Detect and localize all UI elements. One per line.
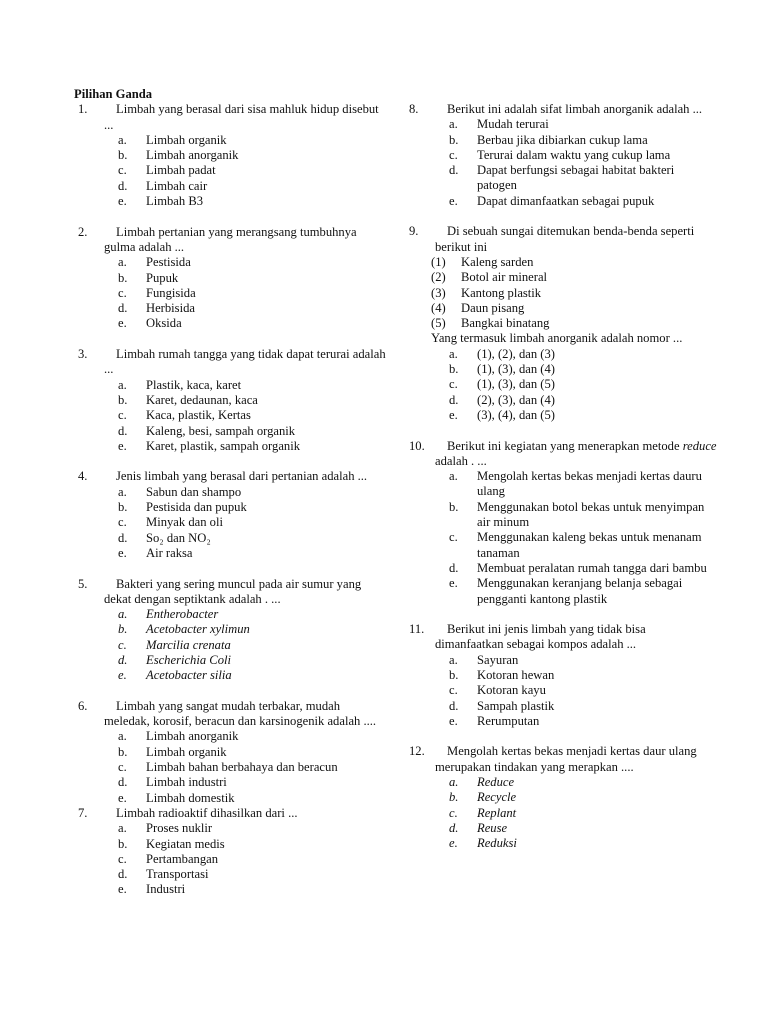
option-d — [118, 653, 386, 668]
question-number: 4. — [78, 469, 88, 484]
option-letter: d. — [449, 698, 459, 713]
option-text: Recycle — [477, 790, 517, 805]
question-number: 8. — [409, 102, 419, 116]
option-c — [449, 530, 717, 561]
option-letter: b. — [118, 744, 128, 759]
option-d — [449, 699, 717, 714]
option-letter: d. — [449, 163, 459, 178]
option-text: Mengolah kertas bekas menjadi kertas dauru ulang — [477, 469, 702, 499]
option-text: Menggunakan keranjang belanja sebagai pengganti kantong plastik — [477, 576, 683, 606]
item-text: Bangkai binatang — [461, 316, 550, 331]
option-a — [118, 485, 386, 500]
option-text: Kegiatan medis — [146, 836, 225, 851]
question-9 — [405, 224, 717, 423]
option-d — [118, 867, 386, 882]
option-text: Terurai dalam waktu yang cukup lama — [477, 147, 671, 162]
option-text: Limbah domestik — [146, 790, 235, 805]
option-letter: c. — [118, 851, 127, 866]
option-text: Proses nuklir — [146, 821, 213, 836]
options-list — [405, 775, 717, 851]
option-letter: a. — [449, 652, 458, 667]
option-text: Dapat berfungsi sebagai habitat bakteri patogen — [477, 163, 675, 193]
option-b — [118, 622, 386, 637]
option-text: Menggunakan kaleng bekas untuk menanam tanaman — [477, 530, 702, 560]
question-number: 7. — [78, 805, 88, 820]
option-letter: b. — [449, 667, 459, 682]
option-letter: d. — [118, 775, 128, 790]
question-1 — [74, 102, 386, 209]
question-number: 5. — [78, 576, 88, 591]
option-letter: b. — [118, 270, 128, 285]
option-letter: a. — [118, 377, 127, 392]
option-text: Transportasi — [146, 867, 209, 882]
option-c — [118, 852, 386, 867]
option-d — [449, 393, 717, 408]
option-letter: c. — [449, 683, 458, 698]
options-list — [74, 821, 386, 897]
left-column — [74, 87, 386, 913]
list-item — [431, 270, 717, 285]
option-b — [449, 790, 717, 805]
option-text: (2), (3), dan (4) — [477, 392, 555, 407]
option-text: Pertambangan — [146, 851, 219, 866]
option-letter: e. — [118, 438, 127, 453]
item-text: Kantong plastik — [461, 285, 542, 300]
question-number: 2. — [78, 224, 88, 239]
option-letter: e. — [118, 545, 127, 560]
option-e — [118, 668, 386, 683]
option-text: (3), (4), dan (5) — [477, 407, 555, 422]
option-e — [118, 882, 386, 897]
option-letter: a. — [118, 484, 127, 499]
option-text: Karet, plastik, sampah organik — [146, 438, 301, 453]
options-list — [405, 117, 717, 209]
option-b — [449, 500, 717, 531]
option-text: Reduce — [477, 775, 515, 790]
question-text: Mengolah kertas bekas menjadi kertas daur ulang merupakan tindakan yang merapkan .... — [435, 744, 697, 774]
question-number: 9. — [409, 224, 419, 239]
option-d — [118, 424, 386, 439]
option-b — [449, 133, 717, 148]
item-list — [405, 255, 717, 331]
option-text: Menggunakan botol bekas untuk menyimpan air minum — [477, 499, 705, 530]
option-text: Berbau jika dibiarkan cukup lama — [477, 132, 648, 147]
option-letter: c. — [118, 285, 127, 300]
option-text: Limbah anorganik — [146, 729, 239, 744]
option-text: (1), (3), dan (4) — [477, 362, 555, 377]
option-b — [449, 668, 717, 683]
option-text: Pupuk — [146, 270, 179, 285]
option-text: (1), (2), dan (3) — [477, 346, 555, 361]
option-letter: c. — [449, 530, 458, 545]
option-letter: a. — [118, 607, 128, 622]
option-letter: b. — [449, 132, 459, 147]
option-letter: a. — [449, 346, 458, 361]
item-text: Kaleng sarden — [461, 254, 534, 269]
option-a — [118, 729, 386, 744]
question-text: Limbah radioaktif dihasilkan dari ... — [116, 805, 298, 820]
options-list — [74, 607, 386, 683]
option-c — [449, 377, 717, 392]
option-text: Plastik, kaca, karet — [146, 377, 242, 392]
question-text-part: adalah . ... — [435, 453, 487, 468]
option-b — [449, 362, 717, 377]
option-text: Reduksi — [477, 836, 517, 851]
option-letter: e. — [449, 193, 458, 208]
option-a — [118, 255, 386, 270]
option-letter: a. — [449, 469, 458, 484]
options-list — [74, 378, 386, 454]
option-c — [118, 163, 386, 178]
option-letter: d. — [118, 301, 128, 316]
option-text: Oksida — [146, 316, 182, 331]
option-letter: d. — [118, 178, 128, 193]
option-e — [118, 316, 386, 331]
options-list — [405, 347, 717, 423]
option-a — [449, 117, 717, 132]
option-letter: b. — [449, 790, 459, 805]
option-letter: d. — [449, 392, 459, 407]
option-text: Limbah cair — [146, 178, 208, 193]
question-3 — [74, 347, 386, 454]
option-letter: c. — [449, 377, 458, 392]
option-b — [118, 837, 386, 852]
list-item — [431, 255, 717, 270]
option-text: Marcilia crenata — [146, 637, 231, 652]
options-list — [74, 133, 386, 209]
option-letter: d. — [449, 560, 459, 575]
option-letter: c. — [118, 408, 127, 423]
option-text: Fungisida — [146, 285, 196, 300]
option-a — [118, 821, 386, 836]
option-letter: b. — [118, 622, 128, 637]
option-letter: e. — [449, 713, 458, 728]
option-c — [449, 148, 717, 163]
option-letter: c. — [449, 147, 458, 162]
option-letter: e. — [118, 882, 127, 897]
item-number: (5) — [431, 316, 446, 331]
option-a — [118, 378, 386, 393]
option-letter: c. — [118, 637, 127, 652]
item-number: (1) — [431, 254, 446, 269]
option-letter: a. — [118, 821, 127, 836]
option-b — [118, 745, 386, 760]
question-text: Berikut ini jenis limbah yang tidak bisa dimanfaatkan sebagai kompos adalah ... — [435, 622, 646, 652]
option-c — [118, 515, 386, 530]
option-c — [118, 760, 386, 775]
option-text: Membuat peralatan rumah tangga dari bambu — [477, 560, 707, 575]
option-a — [449, 775, 717, 790]
question-2 — [74, 225, 386, 332]
list-item — [431, 301, 717, 316]
option-text: Kaca, plastik, Kertas — [146, 408, 251, 423]
option-letter: b. — [118, 836, 128, 851]
option-letter: e. — [118, 194, 127, 209]
question-12 — [405, 744, 717, 851]
item-number: (4) — [431, 300, 446, 315]
option-e — [118, 194, 386, 209]
option-a — [118, 607, 386, 622]
question-text: Limbah pertanian yang merangsang tumbuhnya gulma adalah ... — [104, 224, 357, 254]
option-e — [449, 194, 717, 209]
option-text: Acetobacter silia — [146, 668, 232, 683]
question-text: Limbah yang berasal dari sisa mahluk hidup disebut ... — [104, 102, 379, 132]
option-b — [118, 393, 386, 408]
question-11 — [405, 622, 717, 729]
option-e — [449, 714, 717, 729]
question-4 — [74, 469, 386, 561]
question-text: Di sebuah sungai ditemukan benda-benda seperti berikut ini — [435, 224, 695, 254]
option-letter: e. — [118, 316, 127, 331]
options-list — [405, 469, 717, 607]
item-number: (2) — [431, 270, 446, 285]
section-heading: Pilihan Ganda — [74, 87, 153, 101]
options-list — [74, 729, 386, 805]
option-d — [118, 301, 386, 316]
question-term: reduce — [682, 438, 717, 453]
option-c — [118, 408, 386, 423]
question-number: 11. — [409, 622, 425, 637]
question-number: 3. — [78, 347, 88, 362]
question-number: 6. — [78, 698, 88, 713]
option-a — [449, 469, 717, 500]
question-7 — [74, 806, 386, 898]
option-text: Escherichia Coli — [146, 652, 231, 667]
option-letter: c. — [118, 760, 127, 775]
option-text: Reuse — [477, 820, 508, 835]
option-e — [449, 576, 717, 607]
question-number: 12. — [409, 744, 425, 759]
option-d — [449, 821, 717, 836]
option-text: Kaleng, besi, sampah organik — [146, 423, 296, 438]
question-6 — [74, 699, 386, 806]
option-b — [118, 271, 386, 286]
option-e — [118, 791, 386, 806]
question-text: Jenis limbah yang berasal dari pertanian adalah ... — [116, 469, 368, 484]
question-5 — [74, 577, 386, 684]
option-e — [118, 439, 386, 454]
option-c — [449, 683, 717, 698]
option-text: Pestisida dan pupuk — [146, 500, 247, 515]
option-letter: c. — [118, 163, 127, 178]
option-letter: a. — [118, 729, 127, 744]
list-item — [431, 286, 717, 301]
option-text: Industri — [146, 882, 186, 897]
question-text: Berikut ini adalah sifat limbah anorganik adalah ... — [447, 102, 703, 116]
option-letter: d. — [118, 423, 128, 438]
item-text: Botol air mineral — [461, 270, 548, 285]
right-column — [405, 102, 717, 867]
option-text: Sampah plastik — [477, 698, 555, 713]
option-letter: e. — [118, 668, 127, 683]
option-d — [449, 561, 717, 576]
option-c — [449, 806, 717, 821]
option-text: Limbah bahan berbahaya dan beracun — [146, 760, 338, 775]
option-d — [118, 531, 386, 546]
option-text: Karet, dedaunan, kaca — [146, 392, 258, 407]
options-list — [74, 255, 386, 331]
option-letter: a. — [449, 117, 458, 132]
option-text: Acetobacter xylimun — [146, 622, 250, 637]
option-text: Pestisida — [146, 255, 191, 270]
question-10 — [405, 439, 717, 607]
option-text: (1), (3), dan (5) — [477, 377, 555, 392]
question-text-part: Berikut ini kegiatan yang menerapkan metode — [447, 438, 680, 453]
option-letter: b. — [118, 500, 128, 515]
option-b — [118, 148, 386, 163]
option-d — [449, 163, 717, 194]
option-text: Dapat dimanfaatkan sebagai pupuk — [477, 193, 655, 208]
question-followup: Yang termasuk limbah anorganik adalah nomor ... — [431, 331, 683, 346]
option-text: Sayuran — [477, 652, 519, 667]
option-e — [118, 546, 386, 561]
option-text: Entherobacter — [146, 607, 219, 622]
question-8 — [405, 102, 717, 209]
option-letter: d. — [118, 867, 128, 882]
option-letter: c. — [449, 805, 458, 820]
option-letter: d. — [118, 530, 128, 545]
option-letter: e. — [449, 576, 458, 591]
option-letter: a. — [118, 132, 127, 147]
option-a — [118, 133, 386, 148]
option-text: Replant — [477, 805, 517, 820]
question-number: 1. — [78, 102, 88, 117]
option-text: Air raksa — [146, 545, 193, 560]
question-number: 10. — [409, 438, 425, 453]
option-text: Limbah organik — [146, 132, 227, 147]
option-letter: d. — [449, 820, 459, 835]
option-text: Limbah industri — [146, 775, 227, 790]
option-letter: b. — [118, 392, 128, 407]
option-text: Rerumputan — [477, 713, 540, 728]
option-letter: a. — [449, 775, 459, 790]
option-text: So₂ dan NO₂ — [146, 530, 211, 545]
option-letter: d. — [118, 652, 128, 667]
options-list — [405, 653, 717, 729]
option-text: Limbah padat — [146, 163, 216, 178]
option-text: Minyak dan oli — [146, 515, 223, 530]
question-text: Limbah rumah tangga yang tidak dapat terurai adalah ... — [104, 347, 386, 377]
question-text: Bakteri yang sering muncul pada air sumur yang dekat dengan septiktank adalah . ... — [104, 576, 362, 606]
option-letter: b. — [118, 148, 128, 163]
option-letter: a. — [118, 255, 127, 270]
option-text: Mudah terurai — [477, 117, 549, 132]
option-text: Limbah anorganik — [146, 148, 239, 163]
item-number: (3) — [431, 285, 446, 300]
option-e — [449, 836, 717, 851]
option-c — [118, 638, 386, 653]
option-c — [118, 286, 386, 301]
option-e — [449, 408, 717, 423]
option-letter: c. — [118, 515, 127, 530]
option-text: Sabun dan shampo — [146, 484, 242, 499]
option-text: Limbah organik — [146, 744, 227, 759]
option-letter: b. — [449, 499, 459, 514]
option-text: Kotoran kayu — [477, 683, 546, 698]
option-d — [118, 179, 386, 194]
option-letter: e. — [449, 407, 458, 422]
option-letter: b. — [449, 362, 459, 377]
question-text: Limbah yang sangat mudah terbakar, mudah meledak, korosif, beracun dan karsinogenik adalah .... — [104, 698, 377, 729]
option-letter: e. — [118, 790, 127, 805]
option-letter: e. — [449, 836, 458, 851]
item-text: Daun pisang — [461, 300, 525, 315]
question-text — [435, 439, 717, 470]
option-a — [449, 653, 717, 668]
options-list — [74, 485, 386, 561]
list-item — [431, 316, 717, 331]
option-text: Limbah B3 — [146, 194, 204, 209]
option-text: Kotoran hewan — [477, 667, 555, 682]
option-d — [118, 775, 386, 790]
option-b — [118, 500, 386, 515]
option-text: Herbisida — [146, 301, 195, 316]
option-a — [449, 347, 717, 362]
